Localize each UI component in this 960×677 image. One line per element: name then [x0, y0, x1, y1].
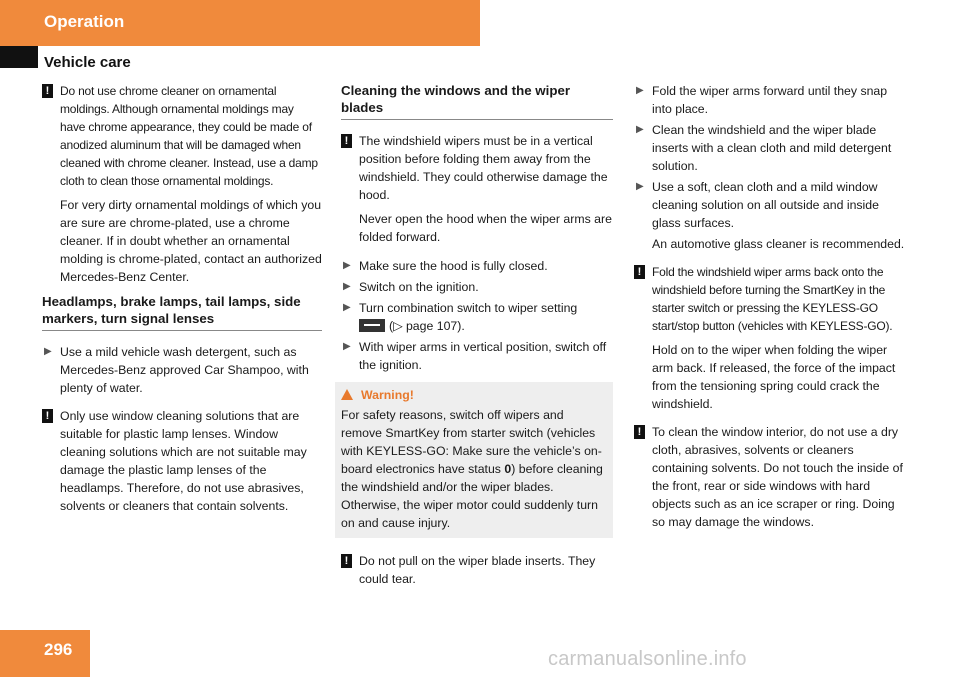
arrow-icon: ▶ — [636, 124, 644, 135]
step-text: Turn combination switch to wiper setting — [359, 301, 578, 315]
subsection-title: Vehicle care — [44, 54, 131, 71]
warning-title — [341, 386, 607, 404]
step-text: Clean the windshield and the wiper blade inserts with a clean cloth and mild detergent solution. — [652, 123, 892, 173]
arrow-icon: ▶ — [636, 181, 644, 192]
step-text: Fold the wiper arms forward until they snap into place. — [652, 84, 888, 116]
fold-note — [634, 263, 908, 413]
page-number: 296 — [44, 640, 73, 659]
column-2 — [341, 82, 613, 595]
interior-note — [634, 423, 908, 531]
step — [341, 278, 613, 296]
page-number-box — [0, 630, 90, 677]
section-tab — [0, 46, 38, 68]
arrow-icon: ▶ — [44, 346, 52, 357]
warning-icon — [341, 389, 353, 400]
caution-icon: ! — [341, 134, 352, 148]
step — [634, 82, 908, 118]
warning-box — [335, 382, 613, 538]
column-3 — [634, 82, 908, 538]
header-bar — [0, 0, 480, 46]
insert-note-text: Do not pull on the wiper blade inserts. They could tear. — [359, 554, 596, 586]
interior-note-text: To clean the window interior, do not use a dry cloth, abrasives, solvents or cleaners containing solvents. Do not touch the inside of the front, rear or side windows with hard objects such as an ice scraper or ring. Doing so may damage the windows. — [652, 425, 903, 529]
step-text: Use a soft, clean cloth and a mild window cleaning solution on all outside and inside glass surfaces. — [652, 180, 879, 230]
step — [341, 299, 613, 335]
chrome-note-text: Do not use chrome cleaner on ornamental moldings. Although ornamental moldings may have chrome appearance, they could be made of anodized aluminum that will be damaged when cleaned with chrome cleaner. Instead, use a damp cloth to clean those ornamental moldings. — [60, 84, 318, 188]
arrow-icon: ▶ — [343, 341, 351, 352]
arrow-icon: ▶ — [343, 281, 351, 292]
watermark: carmanualsonline.info — [548, 648, 747, 670]
caution-icon: ! — [634, 265, 645, 279]
step — [42, 343, 322, 397]
caution-icon: ! — [42, 84, 53, 98]
wiper-note-text: The windshield wipers must be in a vertical position before folding them away from the windshield. They could otherwise damage the hood. — [359, 134, 608, 202]
chrome-note-text-2: For very dirty ornamental moldings of which you are sure are chrome-plated, use a chrome cleaner. If in doubt whether an ornamental molding is chrome-plated, contact an authorized Mercedes-Benz Center. — [60, 198, 322, 284]
arrow-icon: ▶ — [343, 260, 351, 271]
warning-text: For safety reasons, switch off wipers and remove SmartKey from starter switch (vehicles with KEYLESS-GO: Make sure the vehicle’s on-board electronics have status 0) before cleaning the windshield and/or the wiper blades. Otherwise, the wiper motor could suddenly turn on and cause injury. — [341, 408, 603, 530]
arrow-icon: ▶ — [343, 302, 351, 313]
insert-note — [341, 552, 613, 588]
wiper-note-text-2: Never open the hood when the wiper arms are folded forward. — [359, 212, 612, 244]
warning-label: Warning! — [361, 388, 414, 402]
caution-icon: ! — [634, 425, 645, 439]
step-text: Switch on the ignition. — [359, 280, 479, 294]
step-extra-text: An automotive glass cleaner is recommended. — [652, 237, 905, 251]
caution-icon: ! — [341, 554, 352, 568]
step — [634, 121, 908, 175]
step-text: Make sure the hood is fully closed. — [359, 259, 548, 273]
section-title: Operation — [44, 12, 125, 31]
chrome-note — [42, 82, 322, 286]
lens-note — [42, 407, 322, 515]
windows-heading: Cleaning the windows and the wiper blades — [341, 82, 613, 120]
headlamps-heading: Headlamps, brake lamps, tail lamps, side markers, turn signal lenses — [42, 293, 322, 331]
lens-note-text: Only use window cleaning solutions that are suitable for plastic lamp lenses. Window cleaning solutions which are not suitable may damage the plastic lamp lenses of the headlamps. Therefore, do not use abrasives, solvents or cleaners that contain solvents. — [60, 409, 307, 513]
step — [341, 257, 613, 275]
fold-note-text: Fold the windshield wiper arms back onto the windshield before turning the SmartKey in the starter switch or pressing the KEYLESS-GO start/stop button (vehicles with KEYLESS-GO). — [652, 265, 893, 333]
wiper-note — [341, 132, 613, 246]
step — [634, 178, 908, 253]
page-reference: (▷ page 107). — [389, 319, 465, 333]
step-text: Use a mild vehicle wash detergent, such as Mercedes-Benz approved Car Shampoo, with plenty of water. — [60, 345, 309, 395]
caution-icon: ! — [42, 409, 53, 423]
step-text: With wiper arms in vertical position, switch off the ignition. — [359, 340, 607, 372]
arrow-icon: ▶ — [636, 85, 644, 96]
fold-note-text-2: Hold on to the wiper when folding the wiper arm back. If released, the force of the impact from the tensioning spring could crack the windshield. — [652, 343, 896, 411]
step — [341, 338, 613, 374]
column-1 — [42, 82, 322, 522]
wiper-setting-icon — [359, 319, 385, 332]
